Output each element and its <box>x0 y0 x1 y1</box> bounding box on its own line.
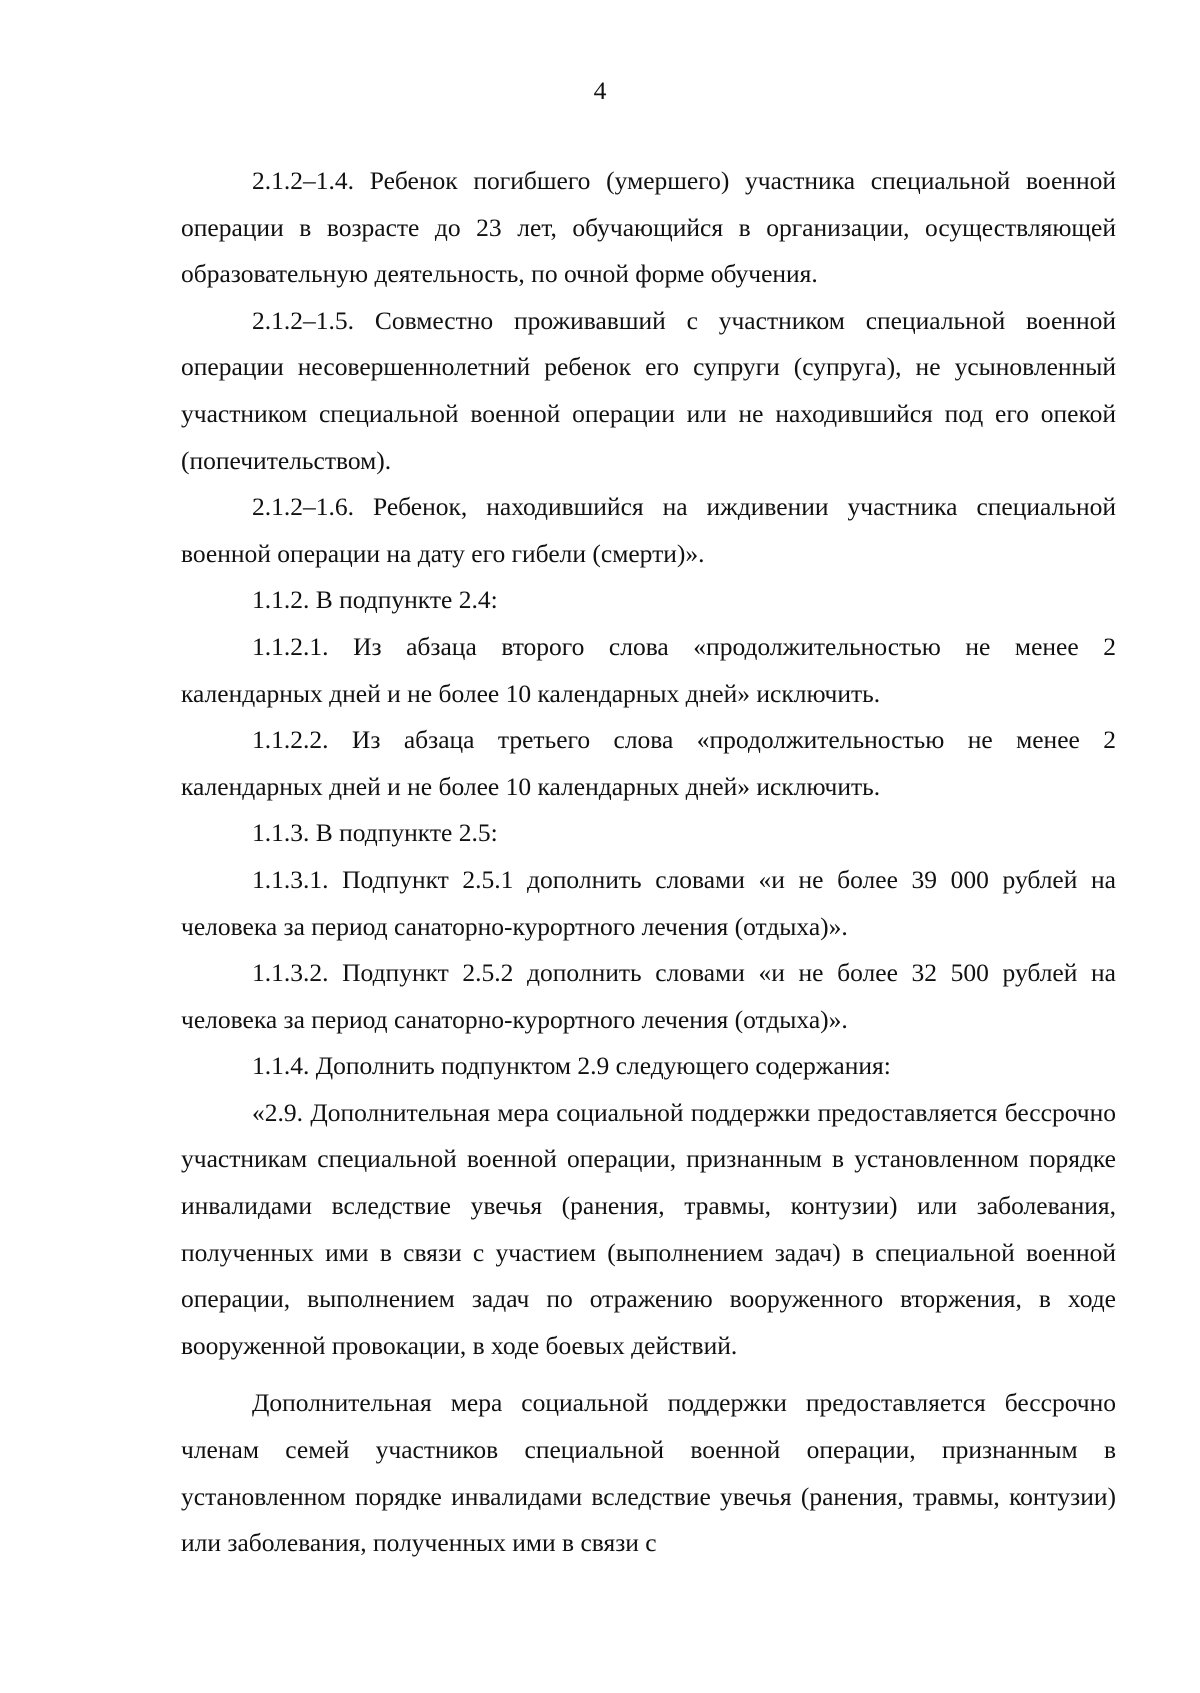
paragraph-1-1-3: 1.1.3. В подпункте 2.5: <box>252 818 498 848</box>
paragraph-1-1-2: 1.1.2. В подпункте 2.4: <box>252 585 498 615</box>
paragraph-2-1-2-1-4: 2.1.2–1.4. Ребенок погибшего (умершего) участника специальной военной операции в возрасте до 23 лет, обучающийся в организации, осуществляющей образовательную деятельность, по очной форме обучения. <box>181 166 1116 289</box>
page-number: 4 <box>593 76 607 105</box>
paragraph-2-9: «2.9. Дополнительная мера социальной поддержки предоставляется бессрочно участникам специальной военной операции, признанным в установленном порядке инвалидами вследствие увечья (ранения, травмы, контузии) или заболевания, полученных ими в связи с участием (выполнением задач) в специальной военной операции, выполнением задач по отражению вооруженного вторжения, в ходе вооруженной провокации, в ходе боевых действий. <box>181 1097 1116 1360</box>
document-body <box>181 158 1116 1567</box>
paragraph-1-1-3-2: 1.1.3.2. Подпункт 2.5.2 дополнить словами «и не более 32 500 рублей на человека за период санаторно-курортного лечения (отдыха)». <box>181 958 1116 1034</box>
paragraph-1-1-2-1: 1.1.2.1. Из абзаца второго слова «продолжительностью не менее 2 календарных дней и не более 10 календарных дней» исключить. <box>181 631 1116 708</box>
paragraph-2-1-2-1-6: 2.1.2–1.6. Ребенок, находившийся на иждивении участника специальной военной операции на дату его гибели (смерти)». <box>181 492 1116 568</box>
paragraph-2-9-continued: Дополнительная мера социальной поддержки предоставляется бессрочно членам семей участников специальной военной операции, признанным в установленном порядке инвалидами вследствие увечья (ранения, травмы, контузии) или заболевания, полученных ими в связи с <box>181 1388 1116 1558</box>
paragraph-2-1-2-1-5: 2.1.2–1.5. Совместно проживавший с участником специальной военной операции несовершеннолетний ребенок его супруги (супруга), не усыновленный участником специальной военной операции или не находившийся под его опекой (попечительством). <box>181 305 1116 475</box>
paragraph-1-1-2-2: 1.1.2.2. Из абзаца третьего слова «продолжительностью не менее 2 календарных дней и не более 10 календарных дней» исключить. <box>181 725 1116 801</box>
paragraph-1-1-4: 1.1.4. Дополнить подпунктом 2.9 следующего содержания: <box>252 1051 891 1081</box>
paragraph-1-1-3-1: 1.1.3.1. Подпункт 2.5.1 дополнить словами «и не более 39 000 рублей на человека за период санаторно-курортного лечения (отдыха)». <box>181 864 1116 941</box>
